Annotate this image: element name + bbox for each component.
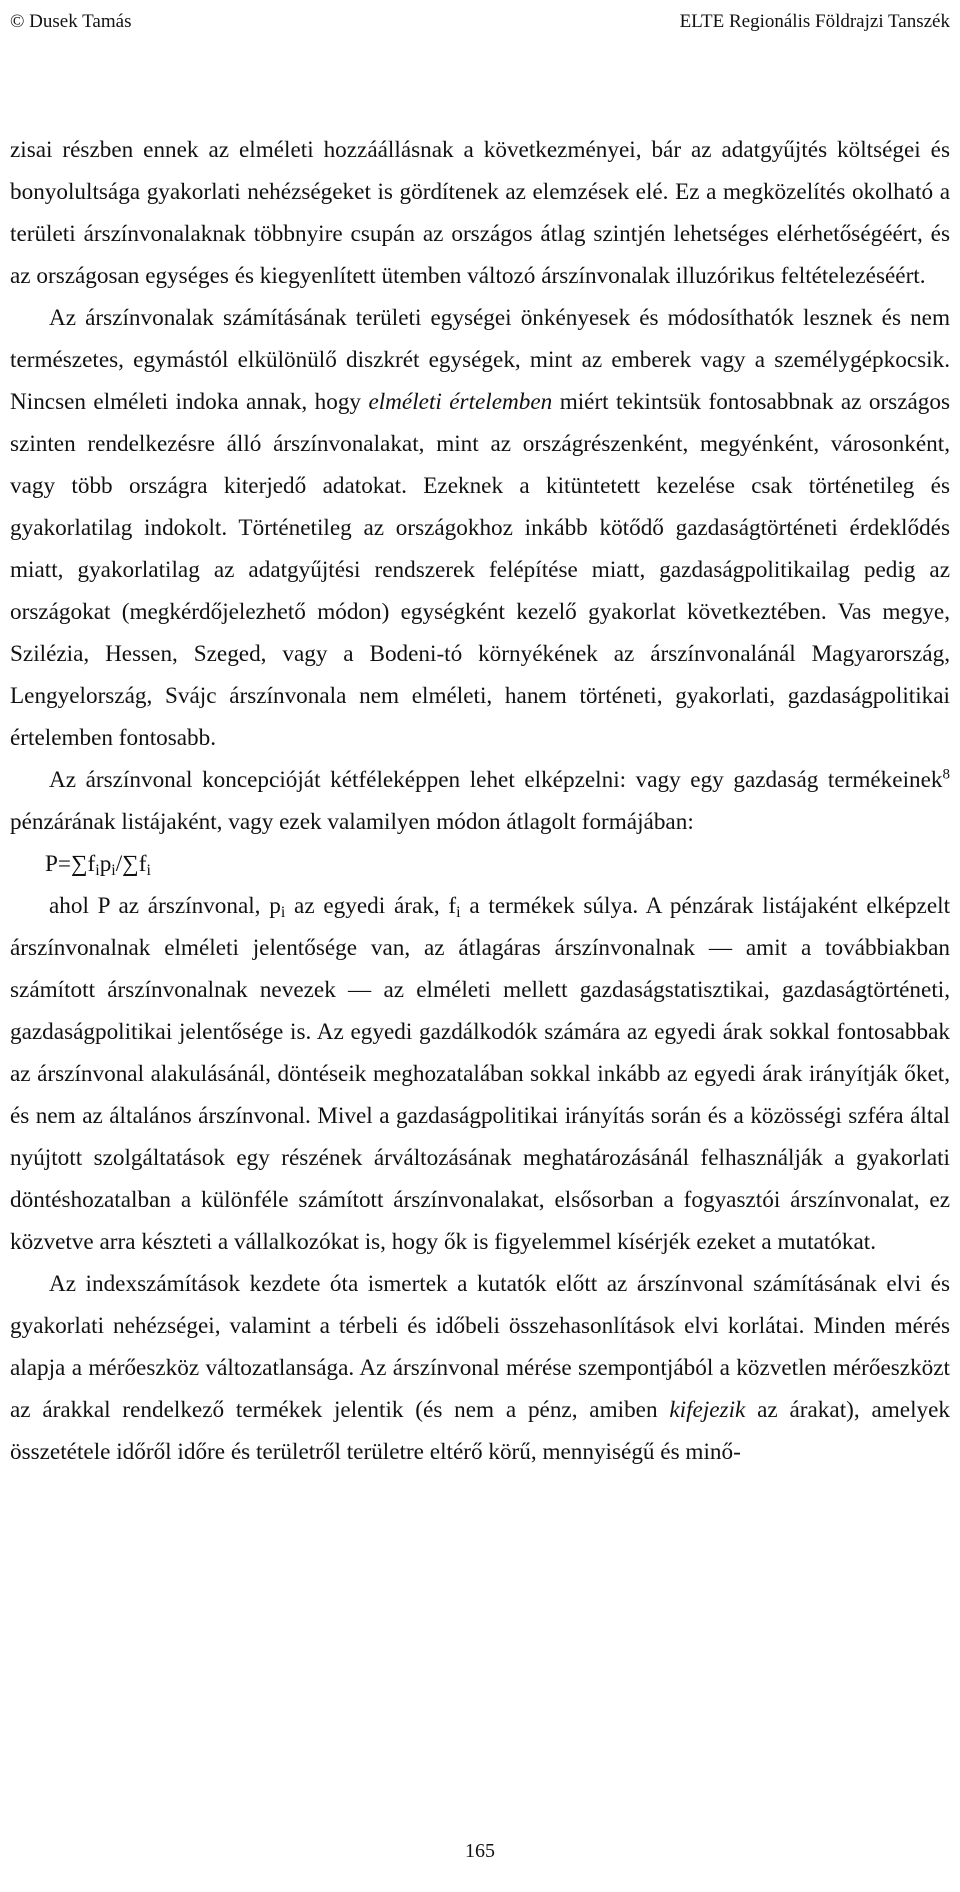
- header-institution: ELTE Regionális Földrajzi Tanszék: [679, 11, 950, 32]
- formula-part: P=∑f: [45, 851, 96, 877]
- paragraph-2-text-b: miért tekintsük fontosabbnak az országos szinten rendelkezésre álló árszínvonalakat, mint az országrészenként, megyénként, városonként, vagy több országra kiterjedő adatokat. Ezeknek a kitüntetett kezelése csak történetileg és gyakorlatilag indokolt. Történetileg az országokhoz inkább kötődő gazdaságtörténeti érdeklődés miatt, gyakorlatilag az adatgyűjtési rendszerek felépítése miatt, gazdaságpolitikailag pedig az országokat (megkérdőjelezhető módon) egységként kezelő gyakorlat következtében. Vas megye, Szilézia, Hessen, Szeged, vagy a Bodeni-tó környékének az árszínvonalánál Magyarország, Lengyelország, Svájc árszínvonala nem elméleti, hanem történeti, gyakorlati, gazdaságpolitikai értelemben fontosabb.: [10, 389, 950, 751]
- paragraph-4-text-c: a termékek súlya. A pénzárak listájaként elképzelt árszínvonalnak elméleti jelentősége van, az átlagáras árszínvonalnak — amit a továbbiakban számított árszínvonalnak nevezek — az elméleti mellett gazdaságstatisztikai, gazdaságtörténeti, gazdaságpolitikai jelentősége is. Az egyedi gazdálkodók számára az egyedi árak sokkal fontosabbak az árszínvonal alakulásánál, döntéseik meghozatalában sokkal inkább az egyedi árak irányítják őket, és nem az általános árszínvonal. Mivel a gazdaságpolitikai irányítás során és a közösségi szféra által nyújtott szolgáltatások egy részének árváltozásának meghatározásánál felhasználják a gyakorlati döntéshozatalban a különféle számított árszínvonalakat, elsősorban a fogyasztói árszínvonalat, ez közvetve arra készteti a vállalkozókat is, hogy ők is figyelemmel kísérjék ezeket a mutatókat.: [10, 893, 951, 1255]
- paragraph-4-subscript: i: [456, 904, 461, 921]
- paragraph-2-text-a: Az árszínvonalak számításának területi egységei önkényesek és módosíthatók lesznek és nem természetes, egymástól elkülönülő diszkrét egységek, mint az emberek vagy a személygépkocsik. Nincsen elméleti indoka annak, hogy: [10, 305, 950, 415]
- formula-subscript: i: [95, 862, 100, 879]
- formula-part: p: [99, 851, 112, 877]
- paragraph-4-subscript: i: [280, 904, 286, 921]
- paragraph-5: [10, 1263, 950, 1473]
- paragraph-3-text-a: Az árszínvonal koncepcióját kétféleképpen lehet elképzelni: vagy egy gazdaság termékeinek: [49, 767, 943, 793]
- formula-subscript: i: [146, 862, 151, 879]
- footnote-marker: 8: [942, 766, 950, 783]
- formula-subscript: i: [111, 862, 116, 879]
- page-number: 165: [465, 1840, 495, 1862]
- paragraph-4-text-a: ahol P az árszínvonal, p: [49, 893, 281, 919]
- formula-part: /∑f: [115, 851, 147, 877]
- body-text: [10, 129, 950, 1473]
- paragraph-1: zisai részben ennek az elméleti hozzáállásnak a következményei, bár az adatgyűjtés költségei és bonyolultsága gyakorlati nehézségeket is gördítenek az elemzések elé. Ez a megközelítés okolható a területi árszínvonalaknak többnyire csupán az országos átlag szintjén lehetséges elérhetőségéért, és az országosan egységes és kiegyenlített ütemben változó árszínvonalak illuzórikus feltételezéséért.: [10, 137, 950, 289]
- paragraph-5-text-a: Az indexszámítások kezdete óta ismertek a kutatók előtt az árszínvonal számításának elvi és gyakorlati nehézségei, valamint a térbeli és időbeli összehasonlítások elvi korlátai. Minden mérés alapja a mérőeszköz változatlansága. Az árszínvonal mérése szempontjából a közvetlen mérőeszközt az árakkal rendelkező termékek jelentik (és nem a pénz, amiben: [10, 1271, 950, 1423]
- paragraph-5-text-b: az árakat), amelyek összetétele időről időre és területről területre eltérő körű, mennyiségű és minő-: [10, 1397, 950, 1465]
- paragraph-3-text-b: pénzárának listájaként, vagy ezek valamilyen módon átlagolt formájában:: [10, 809, 694, 835]
- paragraph-2-emphasis: elméleti értelemben: [368, 389, 553, 415]
- paragraph-5-emphasis: kifejezik: [669, 1397, 746, 1423]
- paragraph-4: [10, 885, 950, 1263]
- paragraph-3: [10, 759, 950, 843]
- header-author: © Dusek Tamás: [10, 11, 132, 32]
- paragraph-4-text-b: az egyedi árak, f: [285, 893, 457, 919]
- paragraph-2: [10, 297, 950, 759]
- price-level-formula: [10, 843, 950, 885]
